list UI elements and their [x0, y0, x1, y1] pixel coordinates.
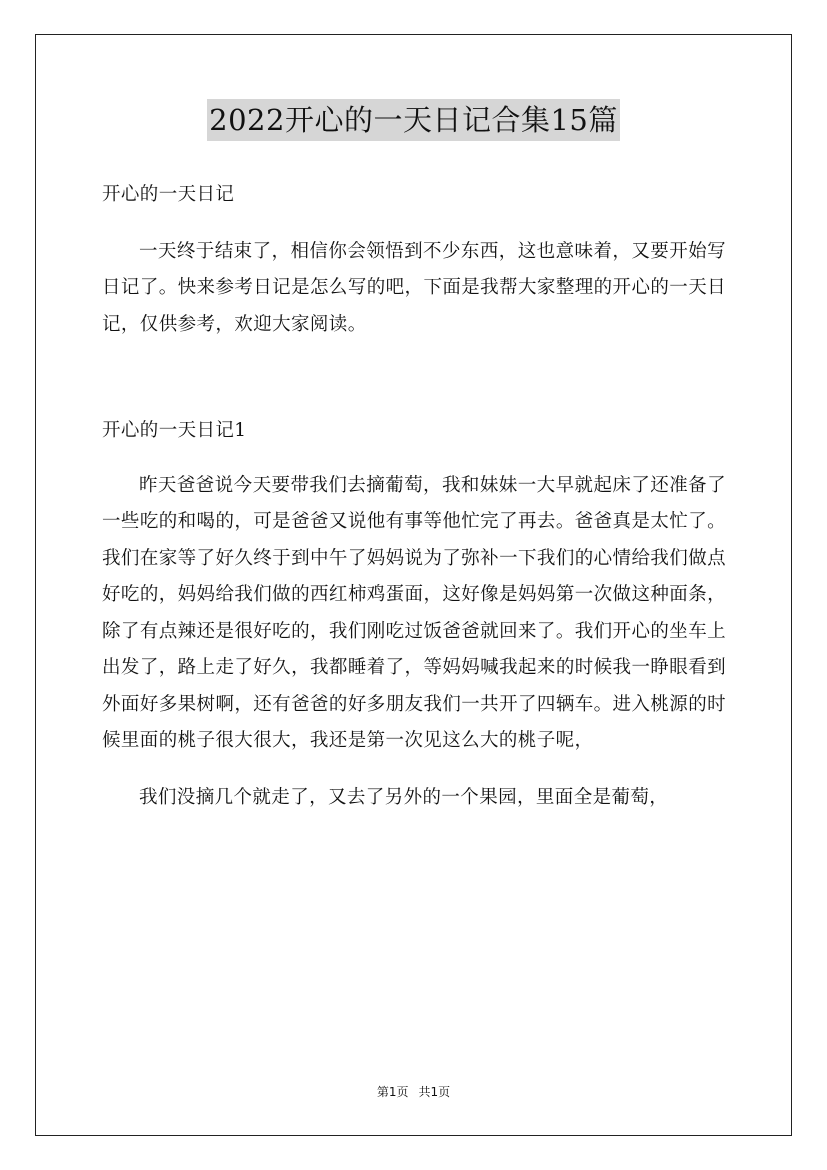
title-container [0, 99, 827, 141]
document-body [102, 177, 726, 816]
diary-1-paragraph-2: 我们没摘几个就走了，又去了另外的一个果园，里面全是葡萄， [139, 786, 669, 808]
diary-1-heading: 开心的一天日记1 [102, 420, 247, 441]
page-number: 第1页 [376, 1085, 409, 1099]
document-title[interactable]: 2022开心的一天日记合集15篇 [207, 99, 620, 141]
intro-heading: 开心的一天日记 [102, 184, 235, 205]
diary-1-paragraph-1: 昨天爸爸说今天要带我们去摘葡萄，我和妹妹一大早就起床了还准备了一些吃的和喝的，可是爸爸又说他有事等他忙完了再去。爸爸真是太忙了。我们在家等了好久终于到中午了妈妈说为了弥补一下我们的心情给我们做点好吃的，妈妈给我们做的西红柿鸡蛋面，这好像是妈妈第一次做这种面条，除了有点辣还是很好吃的，我们刚吃过饭爸爸就回来了。我们开心的坐车上出发了，路上走了好久，我都睡着了，等妈妈喊我起来的时候我一睁眼看到外面好多果树啊，还有爸爸的好多朋友我们一共开了四辆车。进入桃源的时候里面的桃子很大很大，我还是第一次见这么大的桃子呢， [102, 474, 726, 751]
intro-paragraph: 一天终于结束了，相信你会领悟到不少东西，这也意味着，又要开始写日记了。快来参考日记是怎么写的吧，下面是我帮大家整理的开心的一天日记，仅供参考，欢迎大家阅读。 [102, 240, 726, 335]
page-footer [0, 1083, 827, 1100]
page-count: 共1页 [418, 1085, 451, 1099]
